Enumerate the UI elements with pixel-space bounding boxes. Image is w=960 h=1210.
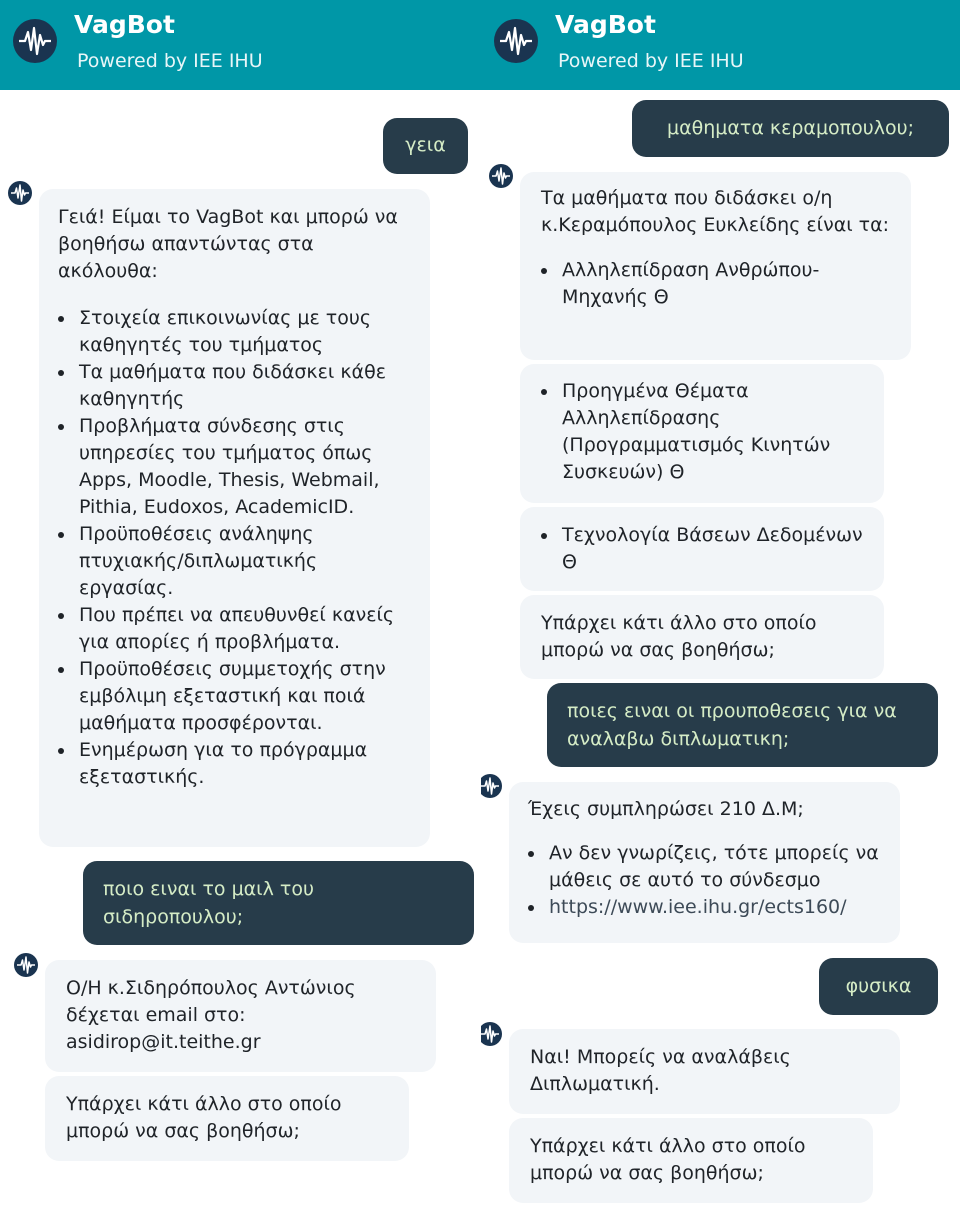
header-subtitle: Powered by IEE IHU <box>558 50 744 72</box>
bot-message-text: Έχεις συμπληρώσει 210 Δ.Μ; <box>528 798 804 820</box>
courses-list <box>541 522 864 576</box>
bot-message <box>520 172 911 360</box>
bot-message-text: Γειά! Είμαι το VagBot και μπορώ να βοηθήσω απαντώντας στα ακόλουθα: <box>58 206 398 282</box>
bot-message <box>520 364 884 503</box>
user-message <box>632 100 949 157</box>
user-message-text: μαθηματα κεραμοπουλου; <box>667 117 914 139</box>
user-message-text: φυσικα <box>845 975 912 997</box>
waveform-logo-icon <box>494 19 538 63</box>
list-item: • Στοιχεία επικοινωνίας με τους καθηγητές του τμήματος <box>76 305 408 359</box>
list-item: • Ενημέρωση για το πρόγραμμα εξεταστικής. <box>76 737 408 791</box>
list-item: • Προϋποθέσεις ανάληψης πτυχιακής/διπλωματικής εργασίας. <box>76 521 408 602</box>
list-item: • Τα μαθήματα που διδάσκει κάθε καθηγητής <box>76 359 408 413</box>
bot-message-text: Ναι! Μπορείς να αναλάβεις Διπλωματική. <box>530 1046 791 1095</box>
user-message-text: γεια <box>405 134 446 156</box>
waveform-logo-icon <box>13 19 57 63</box>
header-title: VagBot <box>74 10 175 39</box>
chat-header <box>0 0 481 90</box>
bot-message-text: Ο/Η κ.Σιδηρόπουλος Αντώνιος δέχεται email στο: asidirop@it.teithe.gr <box>66 977 356 1053</box>
bot-avatar-icon <box>14 953 38 977</box>
courses-list <box>541 378 864 486</box>
bot-message <box>520 595 884 679</box>
courses-list <box>541 257 891 311</box>
user-message <box>383 118 468 174</box>
list-item: • Που πρέπει να απευθυνθεί κανείς για απορίες ή προβλήματα. <box>76 602 408 656</box>
info-list <box>528 840 880 921</box>
bot-avatar-icon <box>8 181 32 205</box>
bot-message <box>509 1118 873 1203</box>
user-message-text: ποιο ειναι το μαιλ του σιδηροπουλου; <box>103 878 314 928</box>
list-item: • Προβλήματα σύνδεσης στις υπηρεσίες του τμήματος όπως Apps, Moodle, Thesis, Webmail, Pithia, Eudoxos, AcademicID. <box>76 413 408 521</box>
list-item: • Αλληλεπίδραση Ανθρώπου-Μηχανής Θ <box>559 257 891 311</box>
user-message <box>547 683 938 767</box>
capabilities-list <box>58 305 408 791</box>
bot-avatar-icon <box>481 774 502 798</box>
bot-message-text: Υπάρχει κάτι άλλο στο οποίο μπορώ να σας βοηθήσω; <box>541 612 817 661</box>
bot-message <box>45 1076 409 1161</box>
header-title: VagBot <box>555 10 656 39</box>
list-item: • Προηγμένα Θέματα Αλληλεπίδρασης (Προγραμματισμός Κινητών Συσκευών) Θ <box>559 378 864 486</box>
user-message <box>83 861 474 945</box>
bot-message-text: Τα μαθήματα που διδάσκει ο/η κ.Κεραμόπουλος Ευκλείδης είναι τα: <box>541 187 890 236</box>
bot-message <box>520 507 884 591</box>
list-item <box>546 894 880 921</box>
header-subtitle: Powered by IEE IHU <box>77 50 263 72</box>
bot-avatar-icon <box>481 1022 502 1046</box>
bot-message-text: Υπάρχει κάτι άλλο στο οποίο μπορώ να σας βοηθήσω; <box>66 1093 342 1142</box>
right-chat-panel <box>481 0 960 1210</box>
bot-avatar-icon <box>489 164 513 188</box>
bot-message <box>45 960 436 1072</box>
list-item: • Τεχνολογία Βάσεων Δεδομένων Θ <box>559 522 864 576</box>
chat-header <box>481 0 960 90</box>
bot-message <box>509 782 900 943</box>
bot-message <box>509 1029 900 1114</box>
ects-link[interactable]: https://www.iee.ihu.gr/ects160/ <box>549 896 847 918</box>
list-item: • Αν δεν γνωρίζεις, τότε μπορείς να μάθεις σε αυτό το σύνδεσμο <box>546 840 880 894</box>
bot-message-text: Υπάρχει κάτι άλλο στο οποίο μπορώ να σας βοηθήσω; <box>530 1135 806 1184</box>
user-message <box>819 958 938 1015</box>
list-item: • Προϋποθέσεις συμμετοχής στην εμβόλιμη εξεταστική και ποιά μαθήματα προσφέρονται. <box>76 656 408 737</box>
user-message-text: ποιες ειναι οι προυποθεσεις για να αναλαβω διπλωματικη; <box>567 700 897 750</box>
bot-message <box>39 189 430 847</box>
